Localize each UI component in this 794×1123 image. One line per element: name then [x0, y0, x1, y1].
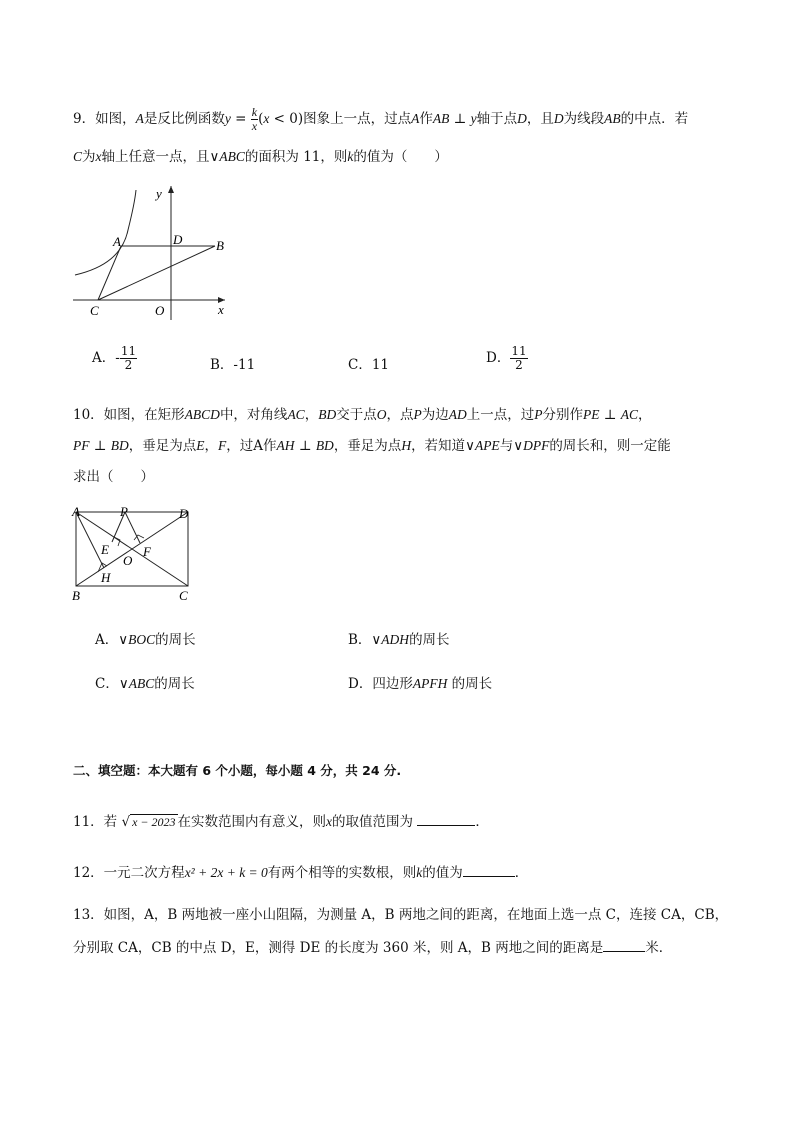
section-2-heading: 二、填空题：本大题有 6 个小题，每小题 4 分，共 24 分.	[73, 763, 402, 778]
q9-figure	[65, 180, 240, 325]
label-C: C	[90, 303, 99, 318]
q10-option-b[interactable]: B．∨ADH的周长	[348, 632, 450, 648]
q9-option-b[interactable]: B．-11	[210, 357, 256, 373]
segment-CA	[98, 246, 121, 300]
label-A: A	[113, 234, 121, 249]
label-P: P	[120, 504, 128, 519]
sqrt-expression: x − 2023	[132, 815, 176, 829]
label-B: B	[72, 588, 80, 603]
label-A: A	[72, 504, 80, 519]
right-angle-E	[114, 537, 120, 546]
q11-line: 11．若 √ x − 2023 在实数范围内有意义，则x的取值范围为 ．	[73, 814, 489, 830]
y-axis-arrow	[168, 186, 174, 193]
q11-answer-blank[interactable]	[417, 813, 475, 826]
label-O: O	[123, 553, 133, 568]
hyperbola-curve	[75, 190, 136, 275]
label-H: H	[101, 570, 111, 585]
q12-line: 12．一元二次方程x² + 2x + k = 0有两个相等的实数根，则k的值为 ．	[73, 865, 529, 881]
label-B: B	[216, 238, 224, 253]
right-angle-F	[134, 535, 144, 540]
q12-answer-blank[interactable]	[463, 864, 515, 877]
label-x: x	[218, 302, 224, 317]
label-E: E	[101, 542, 109, 557]
label-F: F	[143, 544, 151, 559]
label-y: y	[156, 186, 162, 201]
q9-option-d[interactable]: D． $\frac{11}{2}$	[486, 344, 527, 372]
q10-line1: 10．如图，在矩形ABCD中，对角线AC，BD交于点O，点P为边AD上一点，过P分别作PE ⊥ AC，	[73, 407, 652, 423]
q10-option-c[interactable]: C．∨ABC的周长	[95, 676, 195, 692]
label-D: D	[173, 232, 183, 247]
q9-line2: C为x轴上任意一点，且∨ABC的面积为 11，则k的值为（ ）	[73, 149, 448, 165]
label-C: C	[179, 588, 188, 603]
q9-line1: 9．如图，A是反比例函数y = $\frac{k}{x}$ (x < 0)图象上一点，过点A作AB ⊥ y轴于点D，且D为线段AB的中点．若	[73, 105, 689, 133]
q10-line2: PF ⊥ BD，垂足为点E，F，过A作AH ⊥ BD，垂足为点H，若知道∨APE与∨DPF的周长和，则一定能	[73, 438, 671, 454]
q13-answer-blank[interactable]	[603, 939, 645, 952]
q9-option-a[interactable]: A．- $\frac{11}{2}$	[92, 344, 137, 372]
q13-line1: 13．如图，A，B 两地被一座小山阻隔，为测量 A，B 两地之间的距离，在地面上选一点 C，连接 CA，CB，	[73, 907, 729, 923]
q9-option-c[interactable]: C．11	[348, 357, 390, 373]
k-over-x-fraction: $\frac{k}{x}$	[251, 105, 258, 133]
q10-figure	[68, 500, 198, 605]
q10-option-d[interactable]: D．四边形APFH 的周长	[348, 676, 493, 692]
q13-line2: 分别取 CA，CB 的中点 D，E，测得 DE 的长度为 360 米，则 A，B 两地之间的距离是 米．	[73, 940, 673, 956]
segment-AH	[76, 512, 104, 568]
q10-option-a[interactable]: A．∨BOC的周长	[95, 632, 196, 648]
label-D: D	[179, 506, 189, 521]
q10-line3: 求出（ ）	[73, 469, 154, 485]
label-O: O	[155, 303, 165, 318]
